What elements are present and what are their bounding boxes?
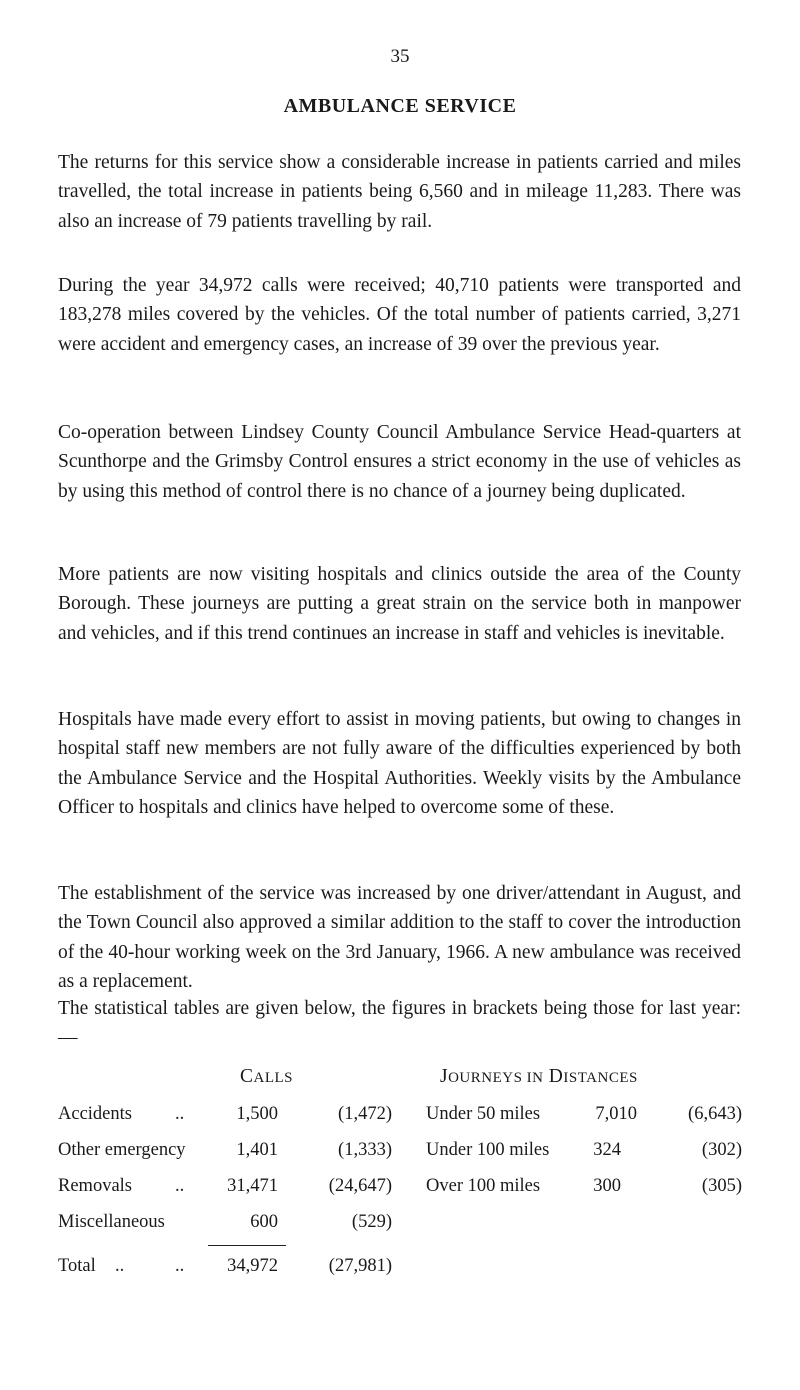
paragraph-returns: The returns for this service show a considerable increase in patients carried and miles travelled, the total increase in patients being 6,560 and in mileage 11,283. There was also an increase of 79 patients travelling by rail. bbox=[58, 152, 741, 232]
journeys-row-current: 300 bbox=[593, 1176, 621, 1196]
calls-total-current: 34,972 bbox=[227, 1256, 278, 1276]
journeys-row-label: Over 100 miles bbox=[426, 1176, 541, 1196]
journeys-row-current: 7,010 bbox=[595, 1104, 637, 1124]
total-divider bbox=[208, 1245, 286, 1246]
calls-total-dots: .. bbox=[115, 1256, 125, 1276]
paragraph-calls-received: During the year 34,972 calls were received; 40,710 patients were transported and 183,278 miles covered by the vehicles. Of the total number of patients carried, 3,271 were accident and emergency cases, an increase of 39 over the previous year. bbox=[58, 275, 741, 355]
calls-row-current: 31,471 bbox=[227, 1176, 278, 1196]
paragraph-co-operation: Co-operation between Lindsey County Council Ambulance Service Head-quarters at Scunthorpe and the Grimsby Control ensures a strict economy in the use of vehicles as by using this method of control there is no chance of a journey being duplicated. bbox=[58, 422, 741, 502]
page-number: 35 bbox=[390, 46, 410, 67]
journeys-row-label: Under 100 miles bbox=[426, 1140, 550, 1160]
paragraph-establishment: The establishment of the service was increased by one driver/attendant in August, and the Town Council also approved a similar addition to the staff to cover the introduction of the 40-hour working week on the 3rd January, 1966. A new ambulance was received as a replacement. bbox=[58, 883, 741, 993]
calls-row-previous: (1,472) bbox=[338, 1104, 392, 1124]
calls-row-label: Removals bbox=[58, 1176, 132, 1196]
journeys-row-previous: (305) bbox=[701, 1176, 742, 1196]
calls-total-previous: (27,981) bbox=[328, 1256, 392, 1276]
calls-row-current: 1,500 bbox=[236, 1104, 278, 1124]
journeys-row-previous: (6,643) bbox=[688, 1104, 742, 1124]
calls-total-dots: .. bbox=[175, 1256, 185, 1276]
calls-row-previous: (24,647) bbox=[328, 1176, 392, 1196]
calls-row-dots: .. bbox=[175, 1176, 185, 1196]
journeys-row-label: Under 50 miles bbox=[426, 1104, 541, 1124]
journeys-row-current: 324 bbox=[593, 1140, 621, 1160]
calls-row-label: Other emergency bbox=[58, 1140, 186, 1160]
journeys-row-previous: (302) bbox=[701, 1140, 742, 1160]
calls-row-previous: (1,333) bbox=[338, 1140, 392, 1160]
page-title: AMBULANCE SERVICE bbox=[283, 95, 517, 117]
calls-total-label: Total bbox=[58, 1256, 96, 1276]
calls-row-dots: .. bbox=[175, 1104, 185, 1124]
calls-row-current: 1,401 bbox=[236, 1140, 278, 1160]
calls-row-current: 600 bbox=[250, 1212, 278, 1232]
paragraph-outside-patients: More patients are now visiting hospitals and clinics outside the area of the County Borough. These journeys are putting a great strain on the service both in manpower and vehicles, and if this trend continues an increase in staff and vehicles is inevitable. bbox=[58, 564, 741, 644]
paragraph-statistical-intro: The statistical tables are given below, the figures in brackets being those for last year:— bbox=[58, 998, 741, 1049]
calls-row-label: Accidents bbox=[58, 1104, 132, 1124]
calls-table-header: CALLS bbox=[240, 1066, 294, 1087]
paragraph-hospitals: Hospitals have made every effort to assist in moving patients, but owing to changes in hospital staff new members are not fully aware of the difficulties experienced by both the Ambulance Service and the Hospital Authorities. Weekly visits by the Ambulance Officer to hospitals and clinics have helped to overcome some of these. bbox=[58, 709, 741, 819]
calls-row-label: Miscellaneous bbox=[58, 1212, 165, 1232]
journeys-table-header: JOURNEYS IN DISTANCES bbox=[440, 1066, 638, 1087]
calls-row-previous: (529) bbox=[351, 1212, 392, 1232]
